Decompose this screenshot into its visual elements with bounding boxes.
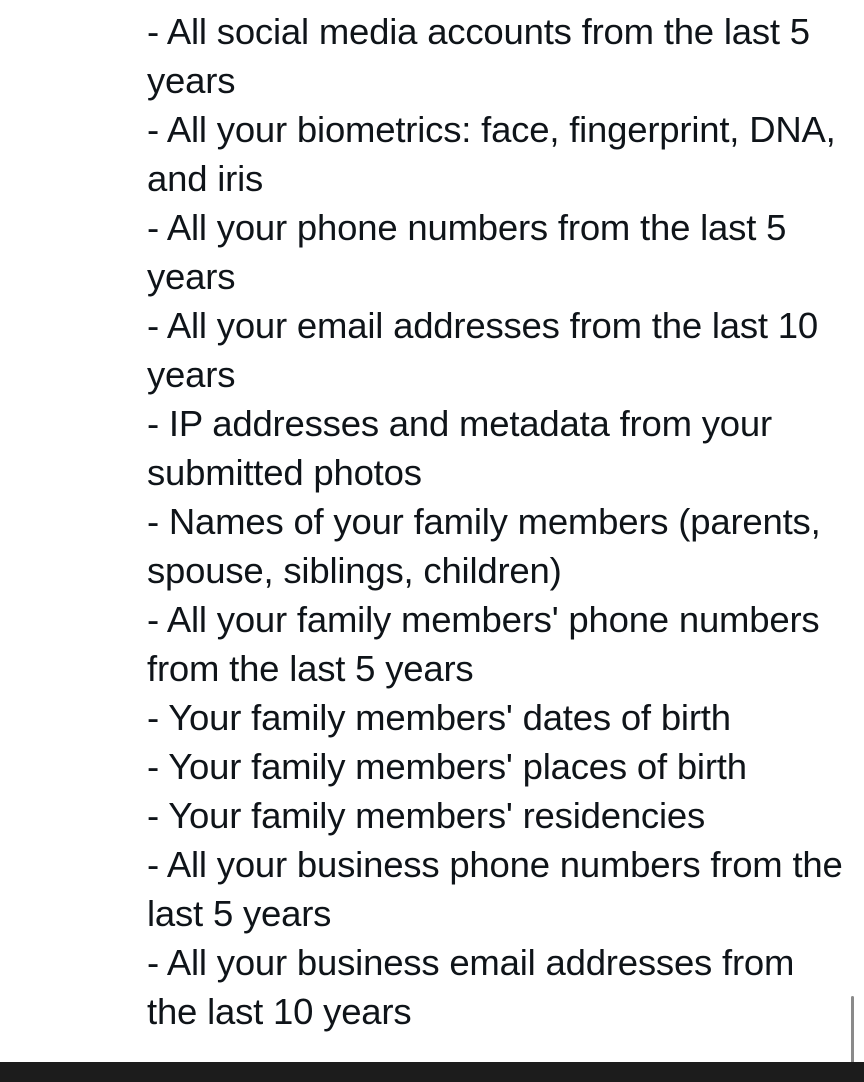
bottom-navigation-bar <box>0 1062 864 1082</box>
list-item: - Your family members' dates of birth <box>147 697 731 738</box>
list-item: - All your biometrics: face, fingerprint, DNA, and iris <box>147 109 836 199</box>
scroll-indicator[interactable] <box>851 996 854 1066</box>
list-item: - All your family members' phone numbers from the last 5 years <box>147 599 820 689</box>
list-item: - Your family members' places of birth <box>147 746 747 787</box>
list-item: - Your family members' residencies <box>147 795 706 836</box>
list-item: - Names of your family members (parents, spouse, siblings, children) <box>147 501 821 591</box>
list-item: - All your business email addresses from the last 10 years <box>147 942 795 1032</box>
post-text <box>147 7 847 1036</box>
list-item: - All your phone numbers from the last 5 years <box>147 207 787 297</box>
list-item: - All your email addresses from the last 10 years <box>147 305 818 395</box>
list-item: - All your business phone numbers from the last 5 years <box>147 844 843 934</box>
list-item: - All social media accounts from the last 5 years <box>147 11 810 101</box>
list-item: - IP addresses and metadata from your submitted photos <box>147 403 772 493</box>
